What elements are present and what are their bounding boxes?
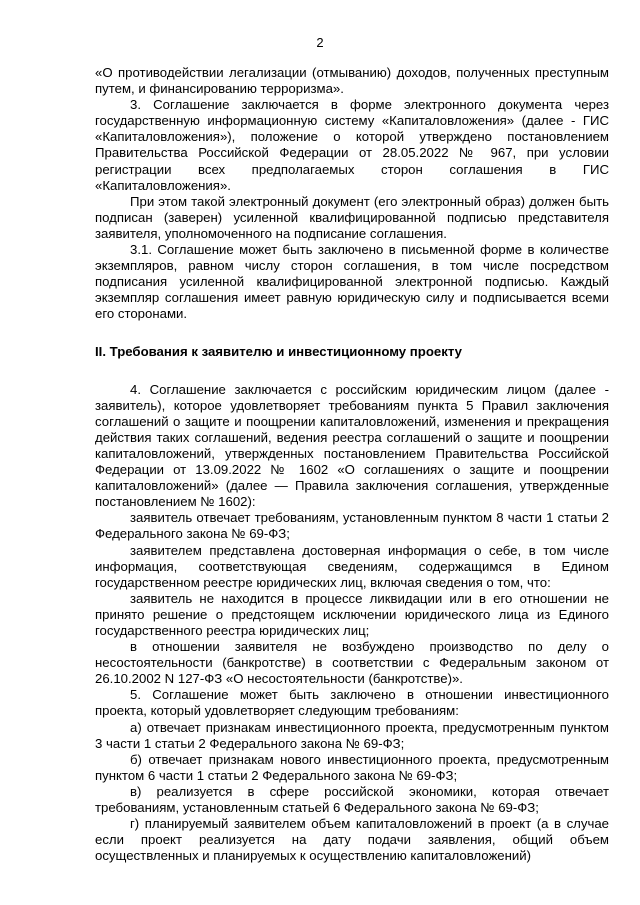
section-heading: II. Требования к заявителю и инвестиционному проекту [95,343,462,359]
paragraph: 3. Соглашение заключается в форме электронного документа через государственную информационную систему «Капиталовложения» (далее - ГИС «Капиталовложения»), положение о которой утверждено постановлением Правительства Российской Федерации от 28.05.2022 № 967, при условии регистрации всех предполагаемых сторон соглашения в ГИС «Капиталовложения». [95,97,609,193]
paragraph: б) отвечает признакам нового инвестиционного проекта, предусмотренным пунктом 6 части 1 статьи 2 Федерального закона № 69-ФЗ; [95,751,609,783]
document-body [95,65,609,864]
paragraph: г) планируемый заявителем объем капиталовложений в проект (а в случае если проект реализуется на дату подачи заявления, общий объем осуществленных и планируемых к осуществлению капиталовложений) [95,816,609,864]
page-number: 2 [316,35,324,50]
paragraph: 5. Соглашение может быть заключено в отношении инвестиционного проекта, который удовлетворяет следующим требованиям: [95,687,609,719]
paragraph: заявитель не находится в процессе ликвидации или в его отношении не принято решение о предстоящем исключении юридического лица из Единого государственного реестра юридических лиц; [95,590,609,638]
paragraph: в) реализуется в сфере российской экономики, которая отвечает требованиям, установленным статьей 6 Федерального закона № 69-ФЗ; [95,783,609,816]
paragraph: заявителем представлена достоверная информация о себе, в том числе информация, соответствующая сведениям, содержащимся в Едином государственном реестре юридических лиц, включая сведения о том, что: [95,542,609,590]
paragraph: в отношении заявителя не возбуждено производство по делу о несостоятельности (банкротстве) в соответствии с Федеральным законом от 26.10.2002 N 127-ФЗ «О несостоятельности (банкротстве)». [95,639,609,687]
paragraph: а) отвечает признакам инвестиционного проекта, предусмотренным пунктом 3 части 1 статьи 2 Федерального закона № 69-ФЗ; [95,719,609,751]
paragraph: «О противодействии легализации (отмыванию) доходов, полученных преступным путем, и финансированию терроризма». [95,65,609,97]
paragraph: При этом такой электронный документ (его электронный образ) должен быть подписан (заверен) усиленной квалифицированной подписью представителя заявителя, уполномоченного на подписание соглашения. [95,193,609,241]
paragraph: заявитель отвечает требованиям, установленным пунктом 8 части 1 статьи 2 Федерального закона № 69-ФЗ; [95,510,609,542]
paragraph: 4. Соглашение заключается с российским юридическим лицом (далее - заявитель), которое удовлетворяет требованиям пункта 5 Правил заключения соглашений о защите и поощрении капиталовложений, изменения и прекращения действия таких соглашений, ведения реестра соглашений о защите и поощрении капиталовложений, утвержденных постановлением Правительства Российской Федерации от 13.09.2022 № 1602 «О соглашениях о защите и поощрении капиталовложений» (далее — Правила заключения соглашения, утвержденные постановлением № 1602): [95,381,609,510]
paragraph: 3.1. Соглашение может быть заключено в письменной форме в количестве экземпляров, равном числу сторон соглашения, в том числе посредством подписания усиленной квалифицированной электронной подписью. Каждый экземпляр соглашения имеет равную юридическую силу и подписывается всеми его сторонами. [95,242,609,322]
